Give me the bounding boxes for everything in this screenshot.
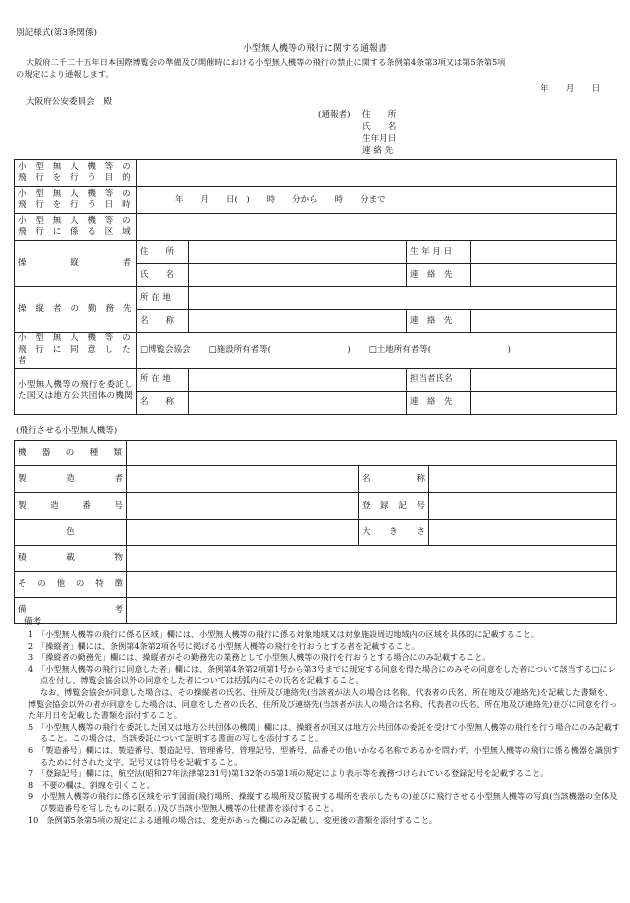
drone-name-label: 名 称	[359, 466, 429, 493]
form-label: 別記様式(第3条関係)	[16, 28, 97, 38]
drone-remarks-label: 備 考	[15, 598, 127, 624]
workplace-label: 操 縦 者 の 勤 務 先	[15, 287, 137, 333]
drone-payload-field[interactable]	[127, 546, 617, 572]
gov-name-field[interactable]	[189, 391, 407, 414]
area-field[interactable]	[137, 214, 617, 241]
drone-color-field[interactable]	[127, 520, 359, 546]
purpose-field[interactable]	[137, 160, 617, 187]
consent-land-checkbox[interactable]: □土地所有者等( )	[368, 344, 511, 355]
datetime-row	[15, 187, 617, 214]
drone-size-label: 大 き さ	[359, 520, 429, 546]
operator-label: 操 縦 者	[15, 241, 137, 287]
workplace-location-label: 所 在 地	[137, 287, 189, 310]
drone-other-label: そ の 他 の 特 徴	[15, 572, 127, 598]
workplace-row-1	[15, 287, 617, 310]
operator-contact-field[interactable]	[471, 264, 617, 287]
operator-address-field[interactable]	[189, 241, 407, 264]
drone-other-field[interactable]	[127, 572, 617, 598]
submission-date: 年 月 日	[540, 84, 601, 94]
drone-registration-field[interactable]	[429, 493, 617, 520]
note-item: 3 「操縦者の勤務先」欄には、操縦者がその勤務先の業務として小型無人機等の飛行を行おうとする場合にのみ記載すること。	[28, 652, 491, 663]
drone-maker-label: 製 造 者	[15, 466, 127, 493]
drone-size-field[interactable]	[429, 520, 617, 546]
operator-contact-label: 連 絡 先	[407, 264, 471, 287]
drone-info-table	[14, 440, 617, 624]
note-item: 10 条例第5条第5項の規定による通報の場合は、変更があった欄にのみ記載し、変更後の書類を添付すること。	[28, 814, 438, 825]
drone-type-field[interactable]	[127, 441, 617, 466]
consent-expo-checkbox[interactable]: □博覧会協会	[140, 344, 191, 355]
drone-other-row	[15, 572, 617, 598]
drone-type-row	[15, 441, 617, 466]
workplace-contact-field[interactable]	[471, 310, 617, 333]
note-item: 1 「小型無人機等の飛行に係る区域」欄には、小型無人機等の飛行に係る対象地域又は対象施設周辺地域内の区域を具体的に記載すること。	[28, 629, 540, 639]
note-item: 7 「登録記号」欄には、航空法(昭和27年法律第231号)第132条の5第1項の規定により表示等を義務づけられている登録記号を記載すること。	[28, 768, 549, 779]
gov-contact-field[interactable]	[471, 391, 617, 414]
operator-name-label: 氏 名	[137, 264, 189, 287]
notes-heading: 備考	[24, 617, 42, 627]
drone-remarks-field[interactable]	[127, 598, 617, 624]
intro-line-2: の規定により通報します。	[16, 69, 114, 79]
note-item-4-sub: なお、博覧会協会が同意した場合は、その操縦者の氏名、住所及び連絡先(当該者が法人の場合は名称、代表者の氏名、所在地及び連絡先)を記載した書類を、博覧会協会以外の者が同意をした場合は、同意をした者の氏名、住所及び連絡先(当該者が法人の場合は名称、代表者の氏名、所在地及び連絡先)並びに同意を行った年月日を記載した書類を添付すること。	[28, 686, 618, 721]
reporter-birthdate-label: 生年月日	[362, 134, 397, 144]
note-item: 4 「小型無人機等の飛行に同意した者」欄には、条例第4条第2項第1号から第3号までに規定する同意を得た場合にのみその同意をした者について該当する□にレ点を付し、博覧会協会以外の同意をした者については括弧内にその氏名を記載すること。	[28, 663, 616, 686]
gov-person-field[interactable]	[471, 368, 617, 391]
drone-name-field[interactable]	[429, 466, 617, 493]
gov-contact-label: 連 絡 先	[407, 391, 471, 414]
gov-label: 小型無人機等の飛行を委託した国又は地方公共団体の機関	[15, 368, 137, 414]
page-title: 小型無人機等の飛行に関する通報書	[242, 44, 387, 54]
reporter-name-label: 氏 名	[362, 122, 397, 132]
datetime-field[interactable]: 年 月 日( ) 時 分から 時 分まで	[137, 187, 617, 214]
gov-location-label: 所 在 地	[137, 368, 189, 391]
drone-registration-label: 登 録 記 号	[359, 493, 429, 520]
drone-color-label: 色	[15, 520, 127, 546]
workplace-contact-label: 連 絡 先	[407, 310, 471, 333]
gov-name-label: 名 称	[137, 391, 189, 414]
note-item: 5 「小型無人機等の飛行を委託した国又は地方公共団体の機関」欄には、操縦者が国又は地方公共団体の委託を受けて小型無人機等の飛行を行う場合にのみ記載すること。この場合は、当該委託について証明する書面の写しを添付すること。	[28, 721, 620, 744]
workplace-name-field[interactable]	[189, 310, 407, 333]
drone-color-row	[15, 520, 617, 546]
note-item: 8 不要の欄は、斜線を引くこと。	[28, 779, 155, 790]
drone-type-label: 機 器 の 種 類	[15, 441, 127, 466]
consenter-options	[137, 333, 617, 369]
purpose-row	[15, 160, 617, 187]
note-item: 6 「製造番号」欄には、製造番号、製造記号、管理番号、管理記号、型番号、品番その他いかなる名称であるかを問わず、小型無人機等の飛行に係る機器を識別するために付された文字、記号又は符号を記載すること。	[28, 744, 620, 767]
drone-serial-row	[15, 493, 617, 520]
drone-remarks-row	[15, 598, 617, 624]
consent-facility-checkbox[interactable]: □施設所有者等( )	[208, 344, 351, 355]
reporter-contact-label: 連 絡 先	[362, 146, 394, 156]
area-label: 小 型 無 人 機 等 の 飛 行 に 係 る 区 域	[15, 214, 137, 241]
operator-name-field[interactable]	[189, 264, 407, 287]
consenter-row	[15, 333, 617, 369]
drone-serial-label: 製 造 番 号	[15, 493, 127, 520]
consenter-label: 小 型 無 人 機 等 の 飛 行 に 同 意 し た 者	[15, 333, 137, 369]
drone-serial-field[interactable]	[127, 493, 359, 520]
operator-address-label: 住 所	[137, 241, 189, 264]
gov-person-label: 担当者氏名	[407, 368, 471, 391]
intro-line-1: 大阪府二千二十五年日本国際博覧会の準備及び開催時における小型無人機等の飛行の禁止に関する条例第4条第3項又は第5条第5項	[26, 57, 506, 67]
workplace-location-field[interactable]	[189, 287, 617, 310]
drone-maker-row	[15, 466, 617, 493]
workplace-name-label: 名 称	[137, 310, 189, 333]
area-row	[15, 214, 617, 241]
purpose-label: 小 型 無 人 機 等 の 飛 行 を 行 う 目 的	[15, 160, 137, 187]
note-item: 2 「操縦者」欄には、条例第4条第2項各号に掲げる小型無人機等の飛行を行おうとする者を記載すること。	[28, 640, 420, 651]
drone-section-title: (飛行させる小型無人機等)	[16, 426, 118, 436]
drone-maker-field[interactable]	[127, 466, 359, 493]
notes-list	[16, 629, 620, 826]
drone-payload-label: 積 載 物	[15, 546, 127, 572]
operator-row-1	[15, 241, 617, 264]
reporter-address-label: 住 所	[362, 110, 397, 120]
operator-birth-label: 生 年 月 日	[407, 241, 471, 264]
datetime-label: 小 型 無 人 機 等 の 飛 行 を 行 う 日 時	[15, 187, 137, 214]
gov-row-1	[15, 368, 617, 391]
drone-payload-row	[15, 546, 617, 572]
addressee: 大阪府公安委員会 殿	[26, 97, 112, 107]
gov-location-field[interactable]	[189, 368, 407, 391]
flight-info-table	[14, 159, 617, 415]
reporter-prefix: (通報者)	[318, 110, 351, 120]
note-item: 9 小型無人機等の飛行に係る区域を示す図面(飛行場所、操縦する場所及び監視する場所を表示したもの)並びに飛行させる小型無人機等の写真(当該機器の全体及び製造番号を写したものに限る。)及び当該小型無人機等の仕様書を添付すること。	[28, 791, 618, 813]
operator-birth-field[interactable]	[471, 241, 617, 264]
